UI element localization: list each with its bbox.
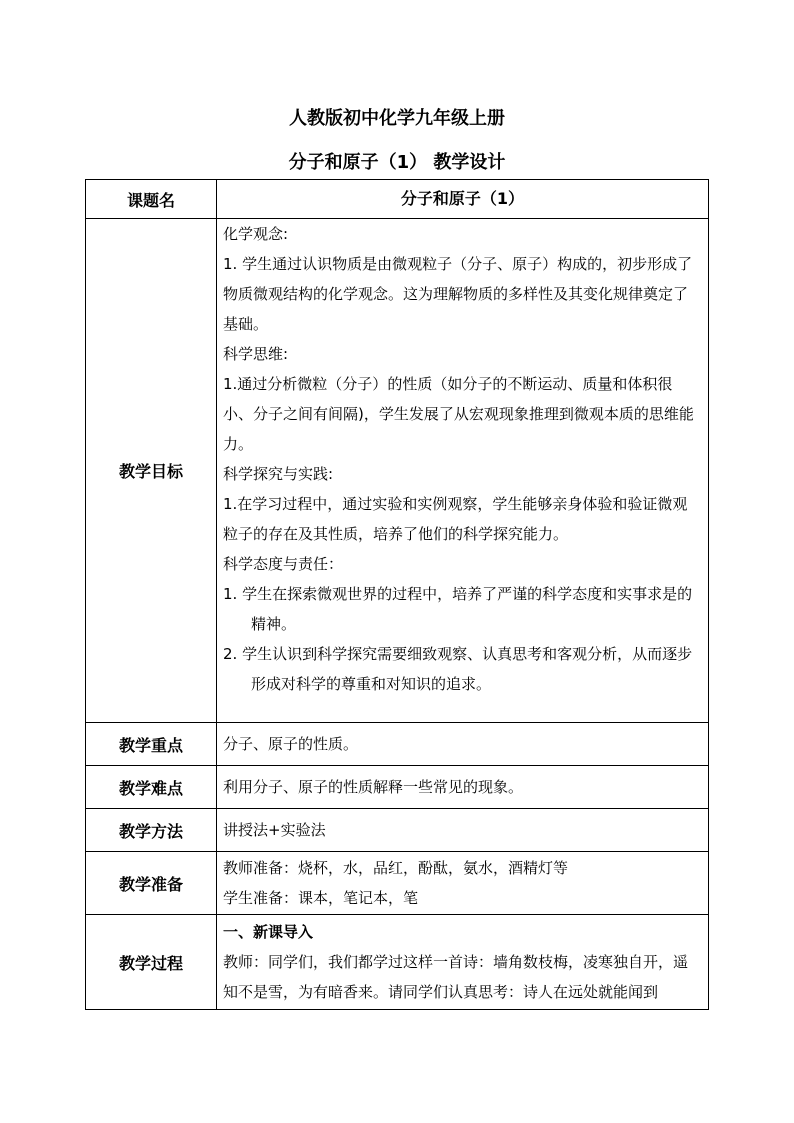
document-subtitle: 分子和原子（1） 教学设计 bbox=[288, 152, 506, 173]
difficult-label: 教学难点 bbox=[86, 766, 217, 809]
key-label: 教学重点 bbox=[86, 723, 217, 766]
prep-label: 教学准备 bbox=[86, 852, 217, 915]
key-value: 分子、原子的性质。 bbox=[217, 723, 709, 766]
difficult-value: 利用分子、原子的性质解释一些常见的现象。 bbox=[217, 766, 709, 809]
goals-label: 教学目标 bbox=[86, 219, 217, 723]
table-row-goals bbox=[86, 219, 709, 723]
goals-paragraph-inquiry: 1.在学习过程中，通过实验和实例观察，学生能够亲身体验和验证微观粒子的存在及其性质，培养了他们的科学探究能力。 bbox=[223, 495, 688, 543]
goals-paragraph-concept: 1. 学生通过认识物质是由微观粒子（分子、原子）构成的，初步形成了物质微观结构的化学观念。这为理解物质的多样性及其变化规律奠定了基础。 bbox=[223, 255, 693, 333]
prep-content bbox=[217, 852, 709, 915]
table-row-process bbox=[86, 915, 709, 1010]
lesson-plan-table bbox=[85, 179, 709, 1010]
table-row-method bbox=[86, 809, 709, 852]
method-label: 教学方法 bbox=[86, 809, 217, 852]
table-row-difficult bbox=[86, 766, 709, 809]
process-heading: 一、新课导入 bbox=[223, 923, 314, 941]
process-text: 教师：同学们，我们都学过这样一首诗：墙角数枝梅，凌寒独自开，遥知不是雪，为有暗香来。请同学们认真思考：诗人在远处就能闻到 bbox=[223, 953, 689, 1001]
method-value: 讲授法+实验法 bbox=[217, 809, 709, 852]
prep-student: 学生准备：课本，笔记本，笔 bbox=[223, 889, 419, 907]
goals-content bbox=[217, 219, 709, 723]
goals-heading-attitude: 科学态度与责任： bbox=[223, 555, 344, 573]
process-content bbox=[217, 915, 709, 1010]
table-row-key bbox=[86, 723, 709, 766]
goals-heading-inquiry: 科学探究与实践: bbox=[223, 465, 334, 483]
goals-attitude-item-1: 1. 学生在探索微观世界的过程中，培养了严谨的科学态度和实事求是的精神。 bbox=[223, 585, 693, 633]
document-title: 人教版初中化学九年级上册 bbox=[289, 108, 505, 129]
prep-teacher: 教师准备：烧杯，水，品红，酚酞，氨水，酒精灯等 bbox=[223, 859, 569, 877]
table-row-prep bbox=[86, 852, 709, 915]
goals-heading-concept: 化学观念: bbox=[223, 225, 289, 243]
topic-label: 课题名 bbox=[86, 180, 217, 219]
topic-value: 分子和原子（1） bbox=[217, 180, 709, 219]
table-row-topic bbox=[86, 180, 709, 219]
goals-attitude-item-2: 2. 学生认识到科学探究需要细致观察、认真思考和客观分析，从而逐步形成对科学的尊重和对知识的追求。 bbox=[223, 645, 693, 693]
goals-paragraph-thinking: 1.通过分析微粒（分子）的性质（如分子的不断运动、质量和体积很小、分子之间有间隔)，学生发展了从宏观现象推理到微观本质的思维能力。 bbox=[223, 375, 694, 453]
process-label: 教学过程 bbox=[86, 915, 217, 1010]
goals-heading-thinking: 科学思维: bbox=[223, 345, 289, 363]
